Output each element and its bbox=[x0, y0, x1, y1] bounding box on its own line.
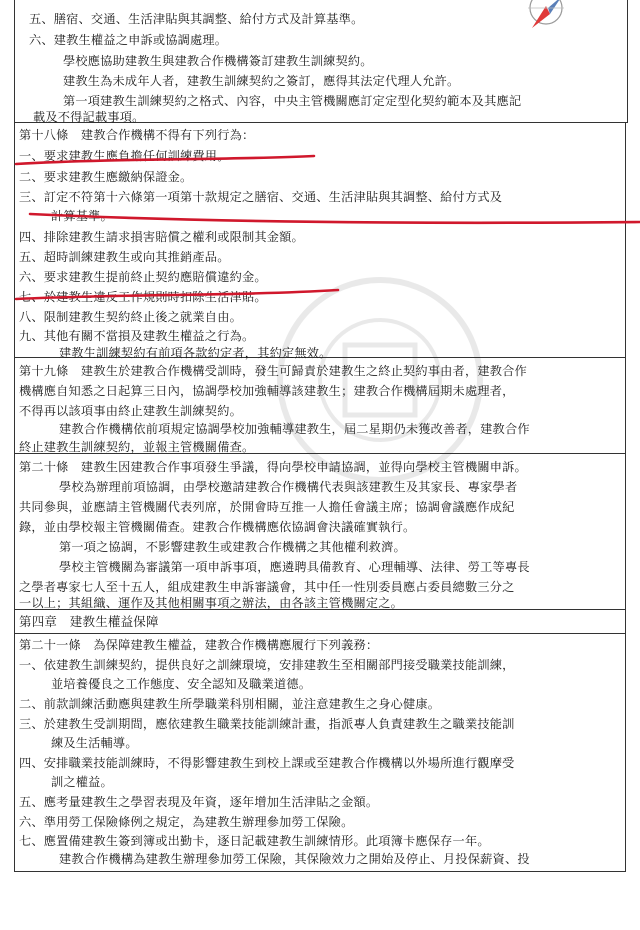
list-item: 七、應置備建教生簽到簿或出勤卡，逐日記載建教生訓練情形。此項簿卡應保存一年。 bbox=[19, 834, 490, 848]
paragraph: 錄，並由學校報主管機關備查。建教合作機構應依協調會決議確實執行。 bbox=[19, 520, 416, 534]
list-item: 四、排除建教生請求損害賠償之權利或限制其金額。 bbox=[19, 230, 304, 244]
paragraph: 第一項建教生訓練契約之格式、內容，中央主管機關應訂定定型化契約範本及其應記 bbox=[63, 94, 522, 108]
paragraph: 學校主管機關為審議第一項申訴事項，應遴聘具備教育、心理輔導、法律、勞工等專長 bbox=[59, 560, 530, 574]
list-item: 九、其他有關不當損及建教生權益之行為。 bbox=[19, 329, 255, 343]
list-item: 計算基準。 bbox=[51, 209, 113, 223]
article-17-continued bbox=[14, 0, 628, 123]
paragraph: 建教合作機構依前項規定協調學校加強輔導建教生，屆二星期仍未獲改善者，建教合作 bbox=[59, 422, 530, 436]
list-item: 一、依建教生訓練契約，提供良好之訓練環境，安排建教生至相關部門接受職業技能訓練， bbox=[19, 658, 515, 672]
paragraph: 建教合作機構為建教生辦理參加勞工保險，其保險效力之開始及停止、月投保薪資、投 bbox=[59, 852, 530, 866]
paragraph: 載及不得記載事項。 bbox=[33, 110, 145, 124]
paragraph: 一以上；其組織、運作及其他相關事項之辦法，由各該主管機關定之。 bbox=[19, 596, 404, 610]
list-item: 一、要求建教生應負擔任何訓練費用。 bbox=[19, 149, 230, 163]
article-heading: 第二十一條 為保障建教生權益，建教合作機構應履行下列義務： bbox=[19, 638, 379, 652]
paragraph: 終止建教生訓練契約，並報主管機關備查。 bbox=[19, 440, 255, 454]
paragraph: 學校應協助建教生與建教合作機構簽訂建教生訓練契約。 bbox=[63, 54, 373, 68]
list-item: 二、前款訓練活動應與建教生所學職業科別相關，並注意建教生之身心健康。 bbox=[19, 697, 441, 711]
list-item: 五、應考量建教生之學習表現及年資，逐年增加生活津貼之金額。 bbox=[19, 795, 379, 809]
list-item: 練及生活輔導。 bbox=[51, 736, 138, 750]
paragraph: 建教生訓練契約有前項各款約定者，其約定無效。 bbox=[59, 346, 332, 360]
article-21 bbox=[14, 634, 626, 872]
list-item: 七、於建教生違反工作規則時扣除生活津貼。 bbox=[19, 290, 267, 304]
article-heading: 第二十條 建教生因建教合作事項發生爭議，得向學校申請協調，並得向學校主管機關申訴。 bbox=[19, 460, 527, 474]
list-item: 八、限制建教生契約終止後之就業自由。 bbox=[19, 310, 242, 324]
article-20 bbox=[14, 454, 626, 610]
list-item: 四、安排職業技能訓練時，不得影響建教生到校上課或至建教合作機構以外場所進行觀摩受 bbox=[19, 756, 515, 770]
list-item: 五、超時訓練建教生或向其推銷產品。 bbox=[19, 250, 230, 264]
paragraph: 共同參與，並應請主管機關代表列席，於開會時互推一人擔任會議主席；協調會議應作成紀 bbox=[19, 500, 515, 514]
list-item: 並培養優良之工作態度、安全認知及職業道德。 bbox=[51, 677, 312, 691]
paragraph: 之學者專家七人至十五人，組成建教生申訴審議會，其中任一性別委員應占委員總數三分之 bbox=[19, 580, 515, 594]
chapter-4 bbox=[14, 610, 626, 634]
paragraph: 機構應自知悉之日起算三日內，協調學校加強輔導該建教生；建教合作機構屆期未處理者， bbox=[19, 384, 515, 398]
article-18 bbox=[14, 122, 626, 358]
list-item: 六、準用勞工保險條例之規定，為建教生辦理參加勞工保險。 bbox=[19, 815, 354, 829]
article-heading: 第十八條 建教合作機構不得有下列行為： bbox=[19, 128, 255, 142]
article-19 bbox=[14, 358, 626, 454]
list-item: 訓之權益。 bbox=[51, 775, 113, 789]
paragraph: 第一項之協調，不影響建教生或建教合作機構之其他權利救濟。 bbox=[59, 540, 406, 554]
paragraph: 不得再以該項事由終止建教生訓練契約。 bbox=[19, 404, 242, 418]
chapter-title: 第四章 建教生權益保障 bbox=[19, 614, 159, 629]
paragraph: 學校為辦理前項協調，由學校邀請建教合作機構代表與該建教生及其家長、專家學者 bbox=[59, 480, 518, 494]
list-item: 二、要求建教生應繳納保證金。 bbox=[19, 170, 193, 184]
article-heading: 第十九條 建教生於建教合作機構受訓時，發生可歸責於建教生之終止契約事由者，建教合作 bbox=[19, 364, 527, 378]
list-item: 三、於建教生受訓期間，應依建教生職業技能訓練計畫，指派專人負責建教生之職業技能訓 bbox=[19, 717, 515, 731]
item-6: 六、建教生權益之申訴或協調處理。 bbox=[29, 33, 228, 47]
paragraph: 建教生為未成年人者，建教生訓練契約之簽訂，應得其法定代理人允許。 bbox=[63, 74, 460, 88]
item-5: 五、膳宿、交通、生活津貼與其調整、給付方式及計算基準。 bbox=[29, 12, 364, 26]
list-item: 三、訂定不符第十六條第一項第十款規定之膳宿、交通、生活津貼與其調整、給付方式及 bbox=[19, 190, 503, 204]
list-item: 六、要求建教生提前終止契約應賠償違約金。 bbox=[19, 270, 267, 284]
